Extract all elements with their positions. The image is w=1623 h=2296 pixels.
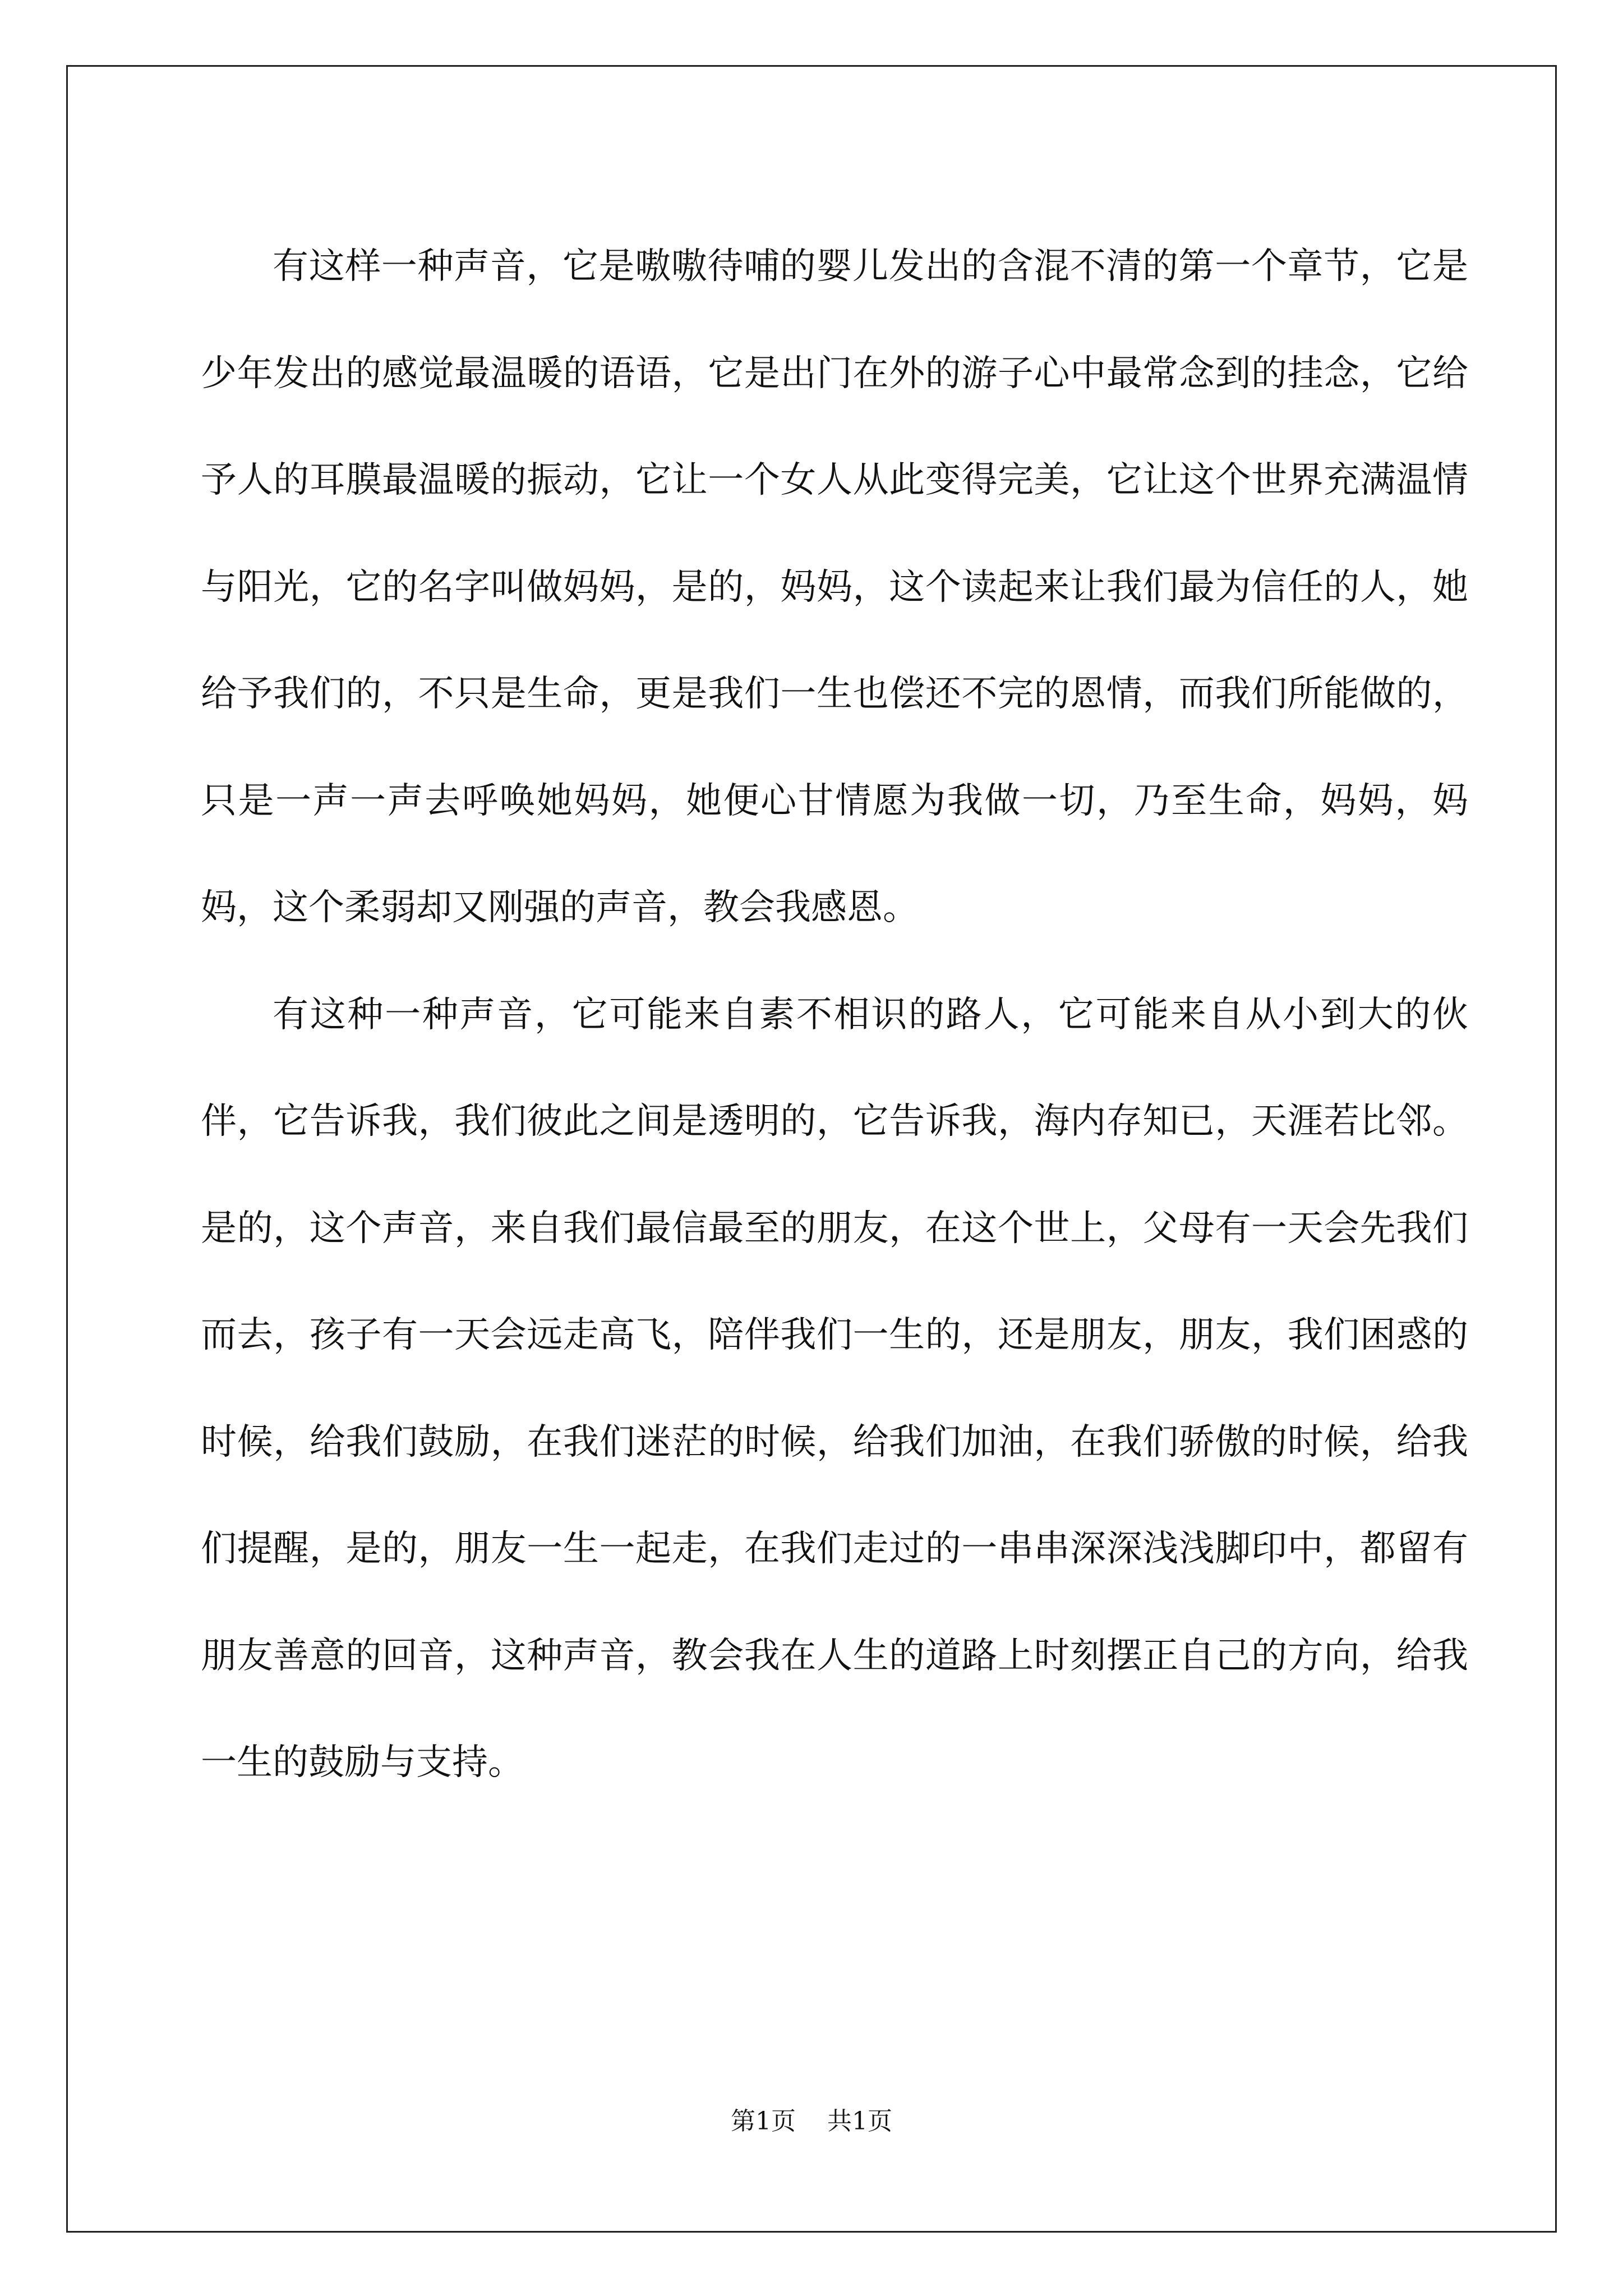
paragraph-1: 有这样一种声音，它是嗷嗷待哺的婴儿发出的含混不清的第一个章节，它是少年发出的感觉最温暖的语语，它是出门在外的游子心中最常念到的挂念，它给予人的耳膜最温暖的振动，它让一个女人从此变得完美，它让这个世界充满温情与阳光，它的名字叫做妈妈，是的，妈妈，这个读起来让我们最为信任的人，她给予我们的，不只是生命，更是我们一生也偿还不完的恩情，而我们所能做的，只是一声一声去呼唤她妈妈，她便心甘情愿为我做一切，乃至生命，妈妈，妈妈，这个柔弱却又刚强的声音，教会我感恩。: [201, 246, 1468, 928]
total-pages: 共1页: [827, 2107, 892, 2136]
page-number: 第1页: [731, 2107, 796, 2136]
page-footer: [0, 2101, 1623, 2137]
paragraph-2: 有这种一种声音，它可能来自素不相识的路人，它可能来自从小到大的伙伴，它告诉我，我们彼此之间是透明的，它告诉我，海内存知已，天涯若比邻。是的，这个声音，来自我们最信最至的朋友，在这个世上，父母有一天会先我们而去，孩子有一天会远走高飞，陪伴我们一生的，还是朋友，朋友，我们困惑的时候，给我们鼓励，在我们迷茫的时候，给我们加油，在我们骄傲的时候，给我们提醒，是的，朋友一生一起走，在我们走过的一串串深深浅浅脚印中，都留有朋友善意的回音，这种声音，教会我在人生的道路上时刻摆正自己的方向，给我一生的鼓励与支持。: [201, 993, 1468, 1783]
document-body: [201, 213, 1468, 1816]
